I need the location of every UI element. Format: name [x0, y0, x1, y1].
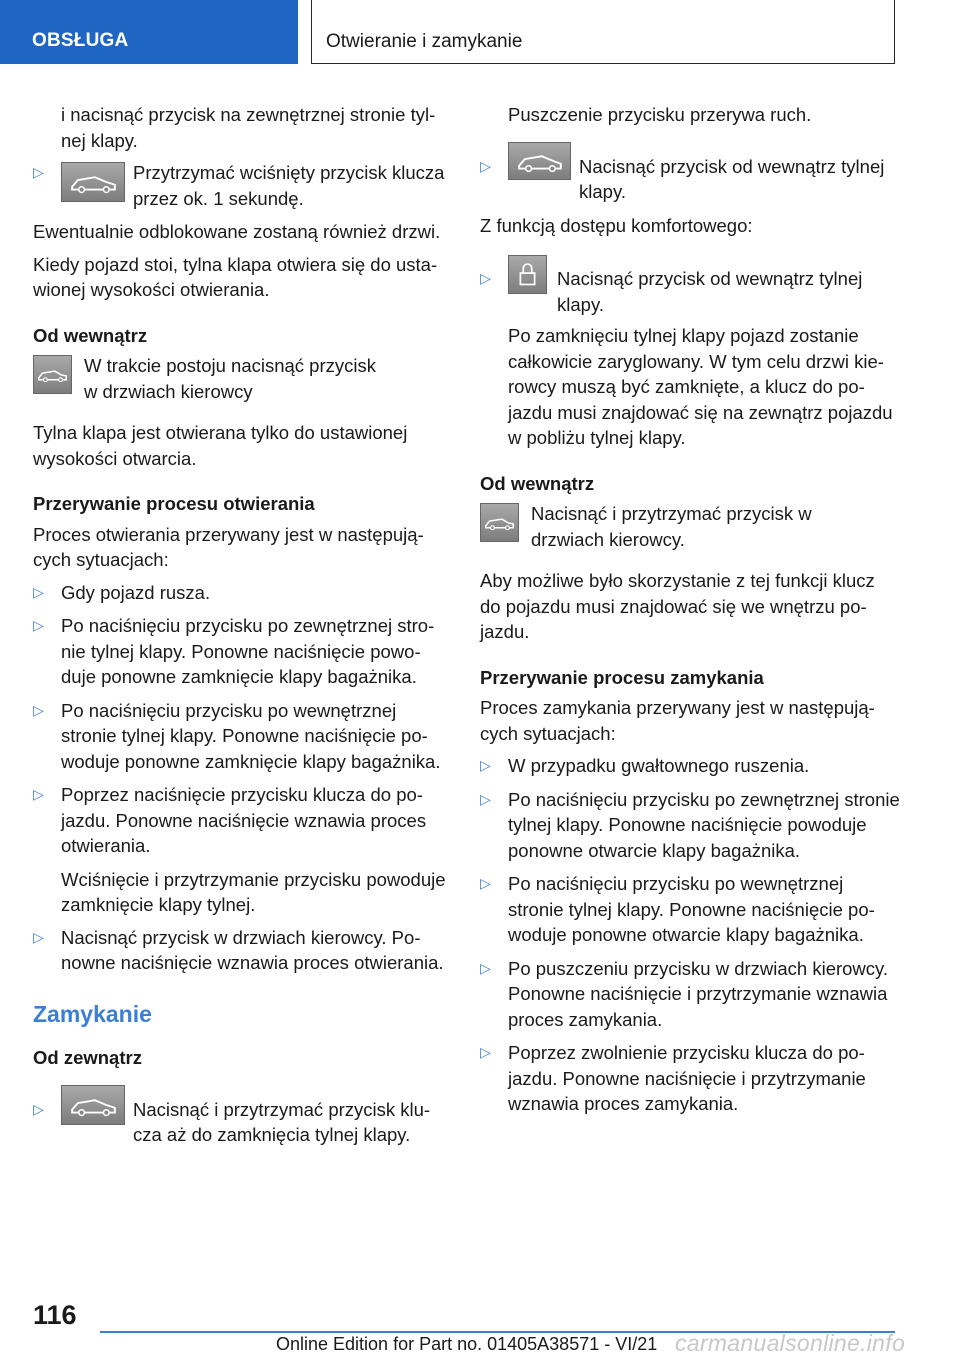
bullet-arrow-icon: ▷ [480, 790, 491, 807]
bullet-arrow-icon: ▷ [480, 959, 491, 976]
left-column [33, 102, 449, 1156]
right-column [480, 102, 900, 1125]
paragraph: Po zamknięciu tylnej klapy pojazd zostanie całkowicie zaryglowany. W tym celu drzwi kierowcy muszą być zamknięte, a klucz do pojazdu musi znajdować się na zewnątrz pojazdu w pobliżu tylnej klapy. [508, 325, 893, 448]
list-item [480, 871, 900, 948]
bullet-arrow-icon: ▷ [33, 701, 44, 718]
list-item-text: Po naciśnięciu przycisku po wewnętrznej stronie tylnej klapy. Ponowne naciśnięcie powoduje ponowne otwarcie klapy bagażnika. [508, 873, 875, 945]
bullet-arrow-icon: ▷ [33, 928, 44, 945]
list-item [33, 613, 449, 690]
list-item-text: Po naciśnięciu przycisku po wewnętrznej stronie tylnej klapy. Ponowne naciśnięcie powoduje ponowne zamknięcie klapy bagażnika. [61, 699, 441, 772]
lock-icon [508, 255, 547, 294]
heading-inside: Od wewnątrz [33, 324, 148, 346]
bullet-arrow-icon: ▷ [480, 875, 491, 891]
section-tab [0, 0, 298, 64]
bullet-arrow-icon: ▷ [480, 757, 491, 773]
inside-text: Nacisnąć i przytrzymać przycisk w drzwiach kierowcy. [531, 503, 812, 550]
paragraph: Puszczenie przycisku przerywa ruch. [508, 104, 812, 125]
bullet-arrow-icon: ▷ [33, 1100, 44, 1117]
paragraph: i nacisnąć przycisk na zewnętrznej stronie tylnej klapy. [61, 104, 436, 151]
bullet-arrow-icon: ▷ [480, 1044, 491, 1060]
list-item-text: Po naciśnięciu przycisku po zewnętrznej stronie tylnej klapy. Ponowne naciśnięcie powoduje ponowne zamknięcie klapy bagażnika. [61, 615, 435, 687]
page-number: 116 [33, 1300, 77, 1330]
watermark: carmanualsonline.info [675, 1330, 906, 1356]
bullet-arrow-icon: ▷ [33, 786, 44, 802]
list-item-text: Gdy pojazd rusza. [61, 581, 211, 603]
list-item [33, 580, 449, 606]
list-item-text: Poprzez zwolnienie przycisku klucza do pojazdu. Ponowne naciśnięcie i przytrzymanie wznawia proces zamykania. [508, 1042, 866, 1114]
inside-text: W trakcie postoju nacisnąć przycisk w drzwiach kierowcy [84, 355, 376, 402]
bullet-arrow-icon: ▷ [480, 270, 491, 286]
paragraph: Tylna klapa jest otwierana tylko do ustawionej wysokości otwarcia. [33, 422, 408, 469]
bullet-arrow-icon: ▷ [33, 583, 44, 600]
list-item-text: Nacisnąć przycisk od wewnątrz tylnej klapy. [557, 268, 863, 315]
list-item-text: Nacisnąć przycisk w drzwiach kierowcy. Ponowne naciśnięcie wznawia proces otwierania. [61, 926, 444, 973]
car-tailgate-icon [508, 142, 571, 180]
list-item-text: W przypadku gwałtownego ruszenia. [508, 755, 810, 776]
bullet-arrow-icon: ▷ [480, 157, 491, 174]
chapter-title: Otwieranie i zamykanie [326, 31, 523, 52]
paragraph: Ewentualnie odblokowane zostaną również drzwi. [33, 221, 441, 242]
list-item-text: Nacisnąć przycisk od wewnątrz tylnej klapy. [579, 155, 885, 202]
bullet-arrow-icon: ▷ [33, 164, 44, 180]
list-item-text: Po naciśnięciu przycisku po zewnętrznej stronie tylnej klapy. Ponowne naciśnięcie powoduje ponowne otwarcie klapy bagażnika. [508, 788, 900, 861]
list-item [480, 1040, 900, 1117]
paragraph: Proces zamykania przerywany jest w następujących sytuacjach: [480, 697, 875, 744]
list-item [480, 787, 900, 864]
heading-outside: Od zewnątrz [33, 1047, 142, 1068]
list-item [33, 925, 449, 976]
list-item-text: Po puszczeniu przycisku w drzwiach kierowcy. Ponowne naciśnięcie i przytrzymanie wznawia proces zamykania. [508, 957, 889, 1030]
list-item [33, 160, 449, 211]
list-item [33, 698, 449, 775]
paragraph: Aby możliwe było skorzystanie z tej funkcji klucz do pojazdu musi znajdować się we wnętrzu pojazdu. [480, 570, 875, 642]
list-item-text: Przytrzymać wciśnięty przycisk klucza przez ok. 1 sekundę. [133, 162, 445, 209]
driver-door-button-icon [480, 503, 519, 542]
section-title: OBSŁUGA [32, 30, 129, 51]
paragraph: Proces otwierania przerywany jest w następujących sytuacjach: [33, 523, 424, 570]
paragraph: Wciśnięcie i przytrzymanie przycisku powoduje zamknięcie klapy tylnej. [61, 868, 446, 915]
car-tailgate-icon [61, 1085, 125, 1125]
heading-interrupt-closing: Przerywanie procesu zamykania [480, 666, 764, 688]
list-item [480, 753, 900, 779]
inside-instruction [33, 353, 449, 404]
list-item [33, 1083, 449, 1148]
chapter-tab [311, 0, 895, 64]
inside-instruction [480, 501, 900, 552]
list-item-text: Nacisnąć i przytrzymać przycisk klucza aż do zamknięcia tylnej klapy. [133, 1098, 431, 1145]
list-item [480, 956, 900, 1033]
heading-interrupt-opening: Przerywanie procesu otwierania [33, 493, 315, 514]
list-item [480, 140, 900, 205]
paragraph: Z funkcją dostępu komfortowego: [480, 214, 753, 236]
driver-door-button-icon [33, 355, 72, 394]
list-item [480, 252, 900, 317]
bullet-arrow-icon: ▷ [33, 617, 44, 633]
paragraph: Kiedy pojazd stoi, tylna klapa otwiera się do ustawionej wysokości otwierania. [33, 253, 438, 300]
footer-edition: Online Edition for Part no. 01405A38571 - VI/21 [276, 1334, 658, 1354]
car-tailgate-icon [61, 162, 125, 202]
heading-inside: Od wewnątrz [480, 472, 595, 494]
list-item-text: Poprzez naciśnięcie przycisku klucza do pojazdu. Ponowne naciśnięcie wznawia proces otwierania. [61, 784, 427, 856]
list-item [33, 782, 449, 859]
heading-closing: Zamykanie [33, 1000, 152, 1027]
